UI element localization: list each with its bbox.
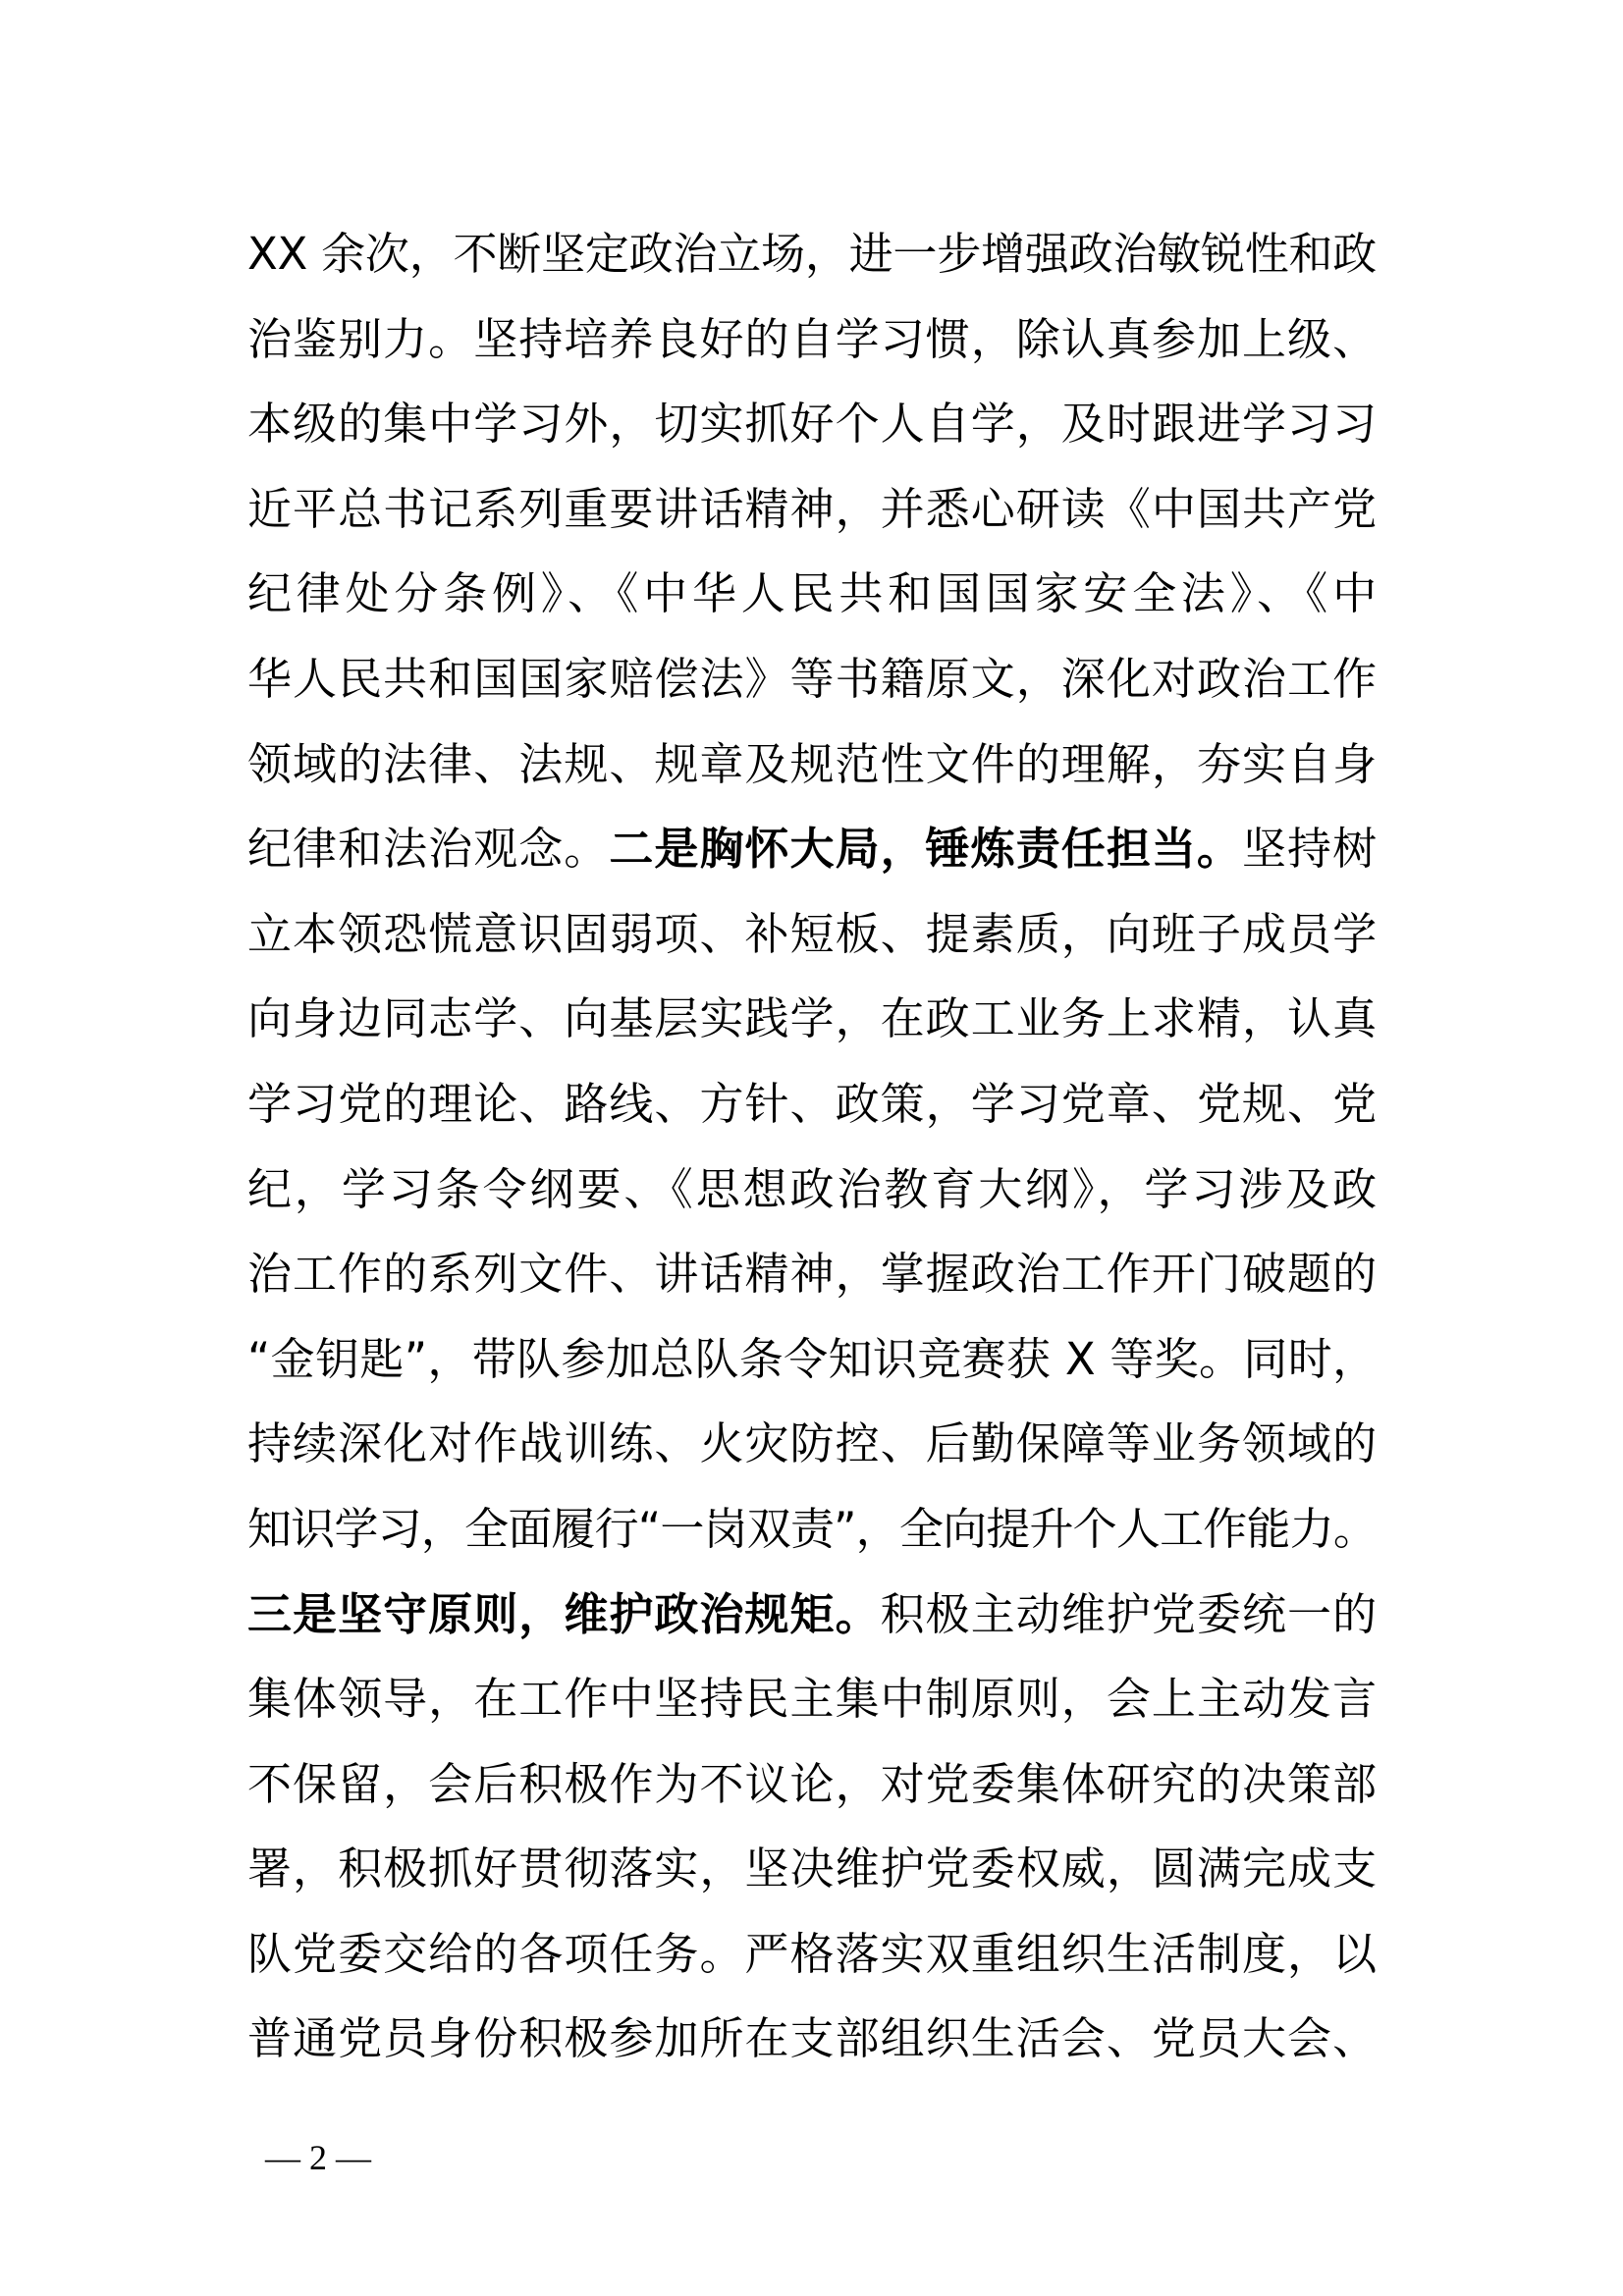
body-text-segment: 近平总书记系列重要讲话精神，并悉心研读《中国共产党 [247, 482, 1377, 535]
body-text-segment: 学习党的理论、路线、方针、政策，学习党章、党规、党 [247, 1077, 1377, 1130]
bold-heading-text: 二是胸怀大局，锤炼责任担当。 [609, 823, 1242, 876]
text-line [247, 817, 1377, 902]
body-text-segment: 集体领导，在工作中坚持民主集中制原则，会上主动发言 [247, 1673, 1377, 1726]
text-line [247, 477, 1377, 562]
body-text-segment: 本级的集中学习外，切实抓好个人自学，及时跟进学习习 [247, 398, 1377, 451]
body-text-segment: XX 余次，不断坚定政治立场，进一步增强政治敏锐性和政 [247, 228, 1377, 280]
body-text-segment: 向身边同志学、向基层实践学，在政工业务上求精，认真 [247, 992, 1377, 1045]
body-text-segment: 坚持树 [1241, 823, 1377, 876]
body-text-segment: 华人民共和国国家赔偿法》等书籍原文，深化对政治工作 [247, 652, 1377, 705]
body-text-segment: 队党委交给的各项任务。严格落实双重组织生活制度，以 [247, 1927, 1377, 1980]
body-paragraph [247, 222, 1377, 2092]
text-line [247, 1157, 1377, 1243]
text-line [247, 987, 1377, 1072]
body-text-segment: 纪律和法治观念。 [247, 823, 610, 876]
text-line [247, 1242, 1377, 1327]
text-line [247, 307, 1377, 393]
body-text-segment: 治鉴别力。坚持培养良好的自学习惯，除认真参加上级、 [247, 312, 1377, 365]
text-line [247, 1497, 1377, 1582]
text-line [247, 1412, 1377, 1497]
body-text-segment: “金钥匙”，带队参加总队条令知识竞赛获 X 等奖。同时， [247, 1332, 1377, 1385]
page-number: — 2 — [265, 2138, 371, 2177]
body-text-segment: 积极主动维护党委统一的 [880, 1587, 1378, 1640]
text-line [247, 1922, 1377, 2007]
text-line [247, 561, 1377, 647]
text-line [247, 1582, 1377, 1668]
text-line [247, 732, 1377, 818]
body-text-segment: 普通党员身份积极参加所在支部组织生活会、党员大会、 [247, 2012, 1377, 2065]
text-line [247, 902, 1377, 988]
body-text-segment: 署，积极抓好贯彻落实，坚决维护党委权威，圆满完成支 [247, 1842, 1377, 1896]
body-text-segment: 纪律处分条例》、《中华人民共和国国家安全法》、《中 [247, 567, 1377, 620]
text-line [247, 1837, 1377, 1922]
text-line [247, 2006, 1377, 2092]
body-text-segment: 不保留，会后积极作为不议论，对党委集体研究的决策部 [247, 1757, 1377, 1810]
body-text-segment: 纪，学习条令纲要、《思想政治教育大纲》，学习涉及政 [247, 1162, 1377, 1215]
text-line [247, 1752, 1377, 1838]
text-line [247, 1667, 1377, 1752]
text-line [247, 1327, 1377, 1413]
body-text-segment: 知识学习，全面履行“一岗双责”，全向提升个人工作能力。 [247, 1502, 1377, 1555]
body-text-segment: 持续深化对作战训练、火灾防控、后勤保障等业务领域的 [247, 1417, 1377, 1470]
text-line [247, 1072, 1377, 1157]
bold-heading-text: 三是坚守原则，维护政治规矩。 [247, 1587, 881, 1640]
text-line [247, 647, 1377, 732]
body-text-segment: 领域的法律、法规、规章及规范性文件的理解，夯实自身 [247, 737, 1377, 790]
body-text-segment: 治工作的系列文件、讲话精神，掌握政治工作开门破题的 [247, 1248, 1377, 1301]
text-line [247, 392, 1377, 477]
text-line [247, 222, 1377, 307]
body-text-segment: 立本领恐慌意识固弱项、补短板、提素质，向班子成员学 [247, 907, 1377, 960]
